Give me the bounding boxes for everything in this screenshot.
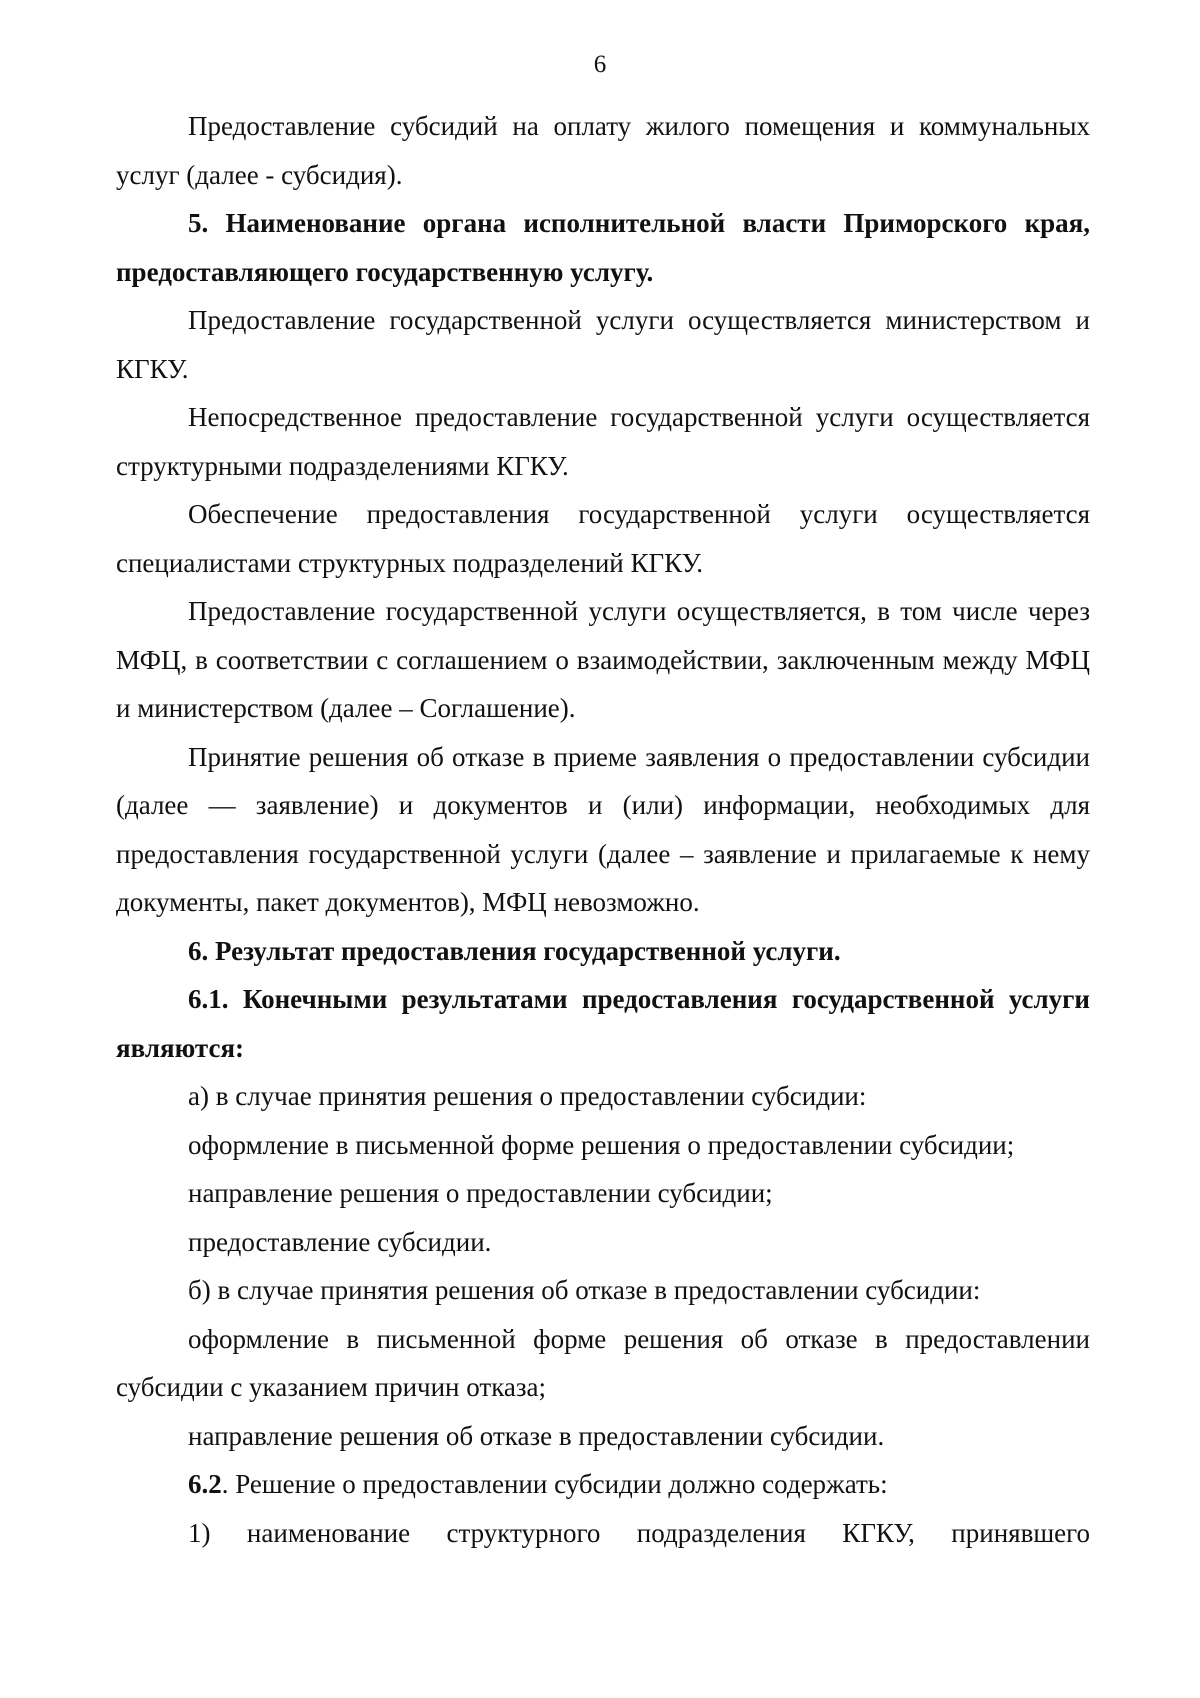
list-item-1: 1) наименование структурного подразделения КГКУ, принявшего bbox=[188, 1517, 1090, 1548]
list-item-b-1: оформление в письменной форме решения об отказе в предоставлении субсидии с указанием причин отказа; bbox=[116, 1323, 1090, 1402]
list-item-a-2: направление решения о предоставлении субсидии; bbox=[188, 1178, 773, 1208]
paragraph-subsidy-intro: Предоставление субсидий на оплату жилого помещения и коммунальных услуг (далее - субсидия). bbox=[116, 111, 1090, 190]
paragraph-6-2 bbox=[116, 1460, 1090, 1509]
section-6-2-number: 6.2 bbox=[188, 1469, 222, 1499]
paragraph-ministry: Предоставление государственной услуги осуществляется министерством и КГКУ. bbox=[116, 305, 1090, 384]
heading-section-6: 6. Результат предоставления государственной услуги. bbox=[188, 935, 841, 966]
document-body bbox=[116, 102, 1090, 1557]
list-item-b-2: направление решения об отказе в предоставлении субсидии. bbox=[188, 1420, 885, 1451]
list-item-b: б) в случае принятия решения об отказе в предоставлении субсидии: bbox=[188, 1275, 981, 1305]
list-item-a-3: предоставление субсидии. bbox=[188, 1226, 492, 1257]
paragraph-refusal: Принятие решения об отказе в приеме заявления о предоставлении субсидии (далее — заявление) и документов и (или) информации, необходимых для предоставления государственной услуги (далее – заявление и прилагаемые к нему документы, пакет документов), МФЦ невозможно. bbox=[116, 741, 1090, 917]
heading-section-5: 5. Наименование органа исполнительной власти Приморского края, предоставляющего государственную услугу. bbox=[116, 208, 1090, 287]
list-item-a-1: оформление в письменной форме решения о предоставлении субсидии; bbox=[188, 1129, 1015, 1160]
paragraph-direct-provision: Непосредственное предоставление государственной услуги осуществляется структурными подразделениями КГКУ. bbox=[116, 402, 1090, 481]
heading-section-6-1: 6.1. Конечными результатами предоставления государственной услуги являются: bbox=[116, 984, 1090, 1063]
section-6-2-text: . Решение о предоставлении субсидии должно содержать: bbox=[221, 1469, 888, 1499]
paragraph-mfc: Предоставление государственной услуги осуществляется, в том числе через МФЦ, в соответствии с соглашением о взаимодействии, заключенным между МФЦ и министерством (далее – Соглашение). bbox=[116, 596, 1090, 723]
paragraph-specialists: Обеспечение предоставления государственной услуги осуществляется специалистами структурных подразделений КГКУ. bbox=[116, 499, 1090, 578]
page-number: 6 bbox=[593, 51, 607, 78]
list-item-a: а) в случае принятия решения о предоставлении субсидии: bbox=[188, 1081, 867, 1111]
